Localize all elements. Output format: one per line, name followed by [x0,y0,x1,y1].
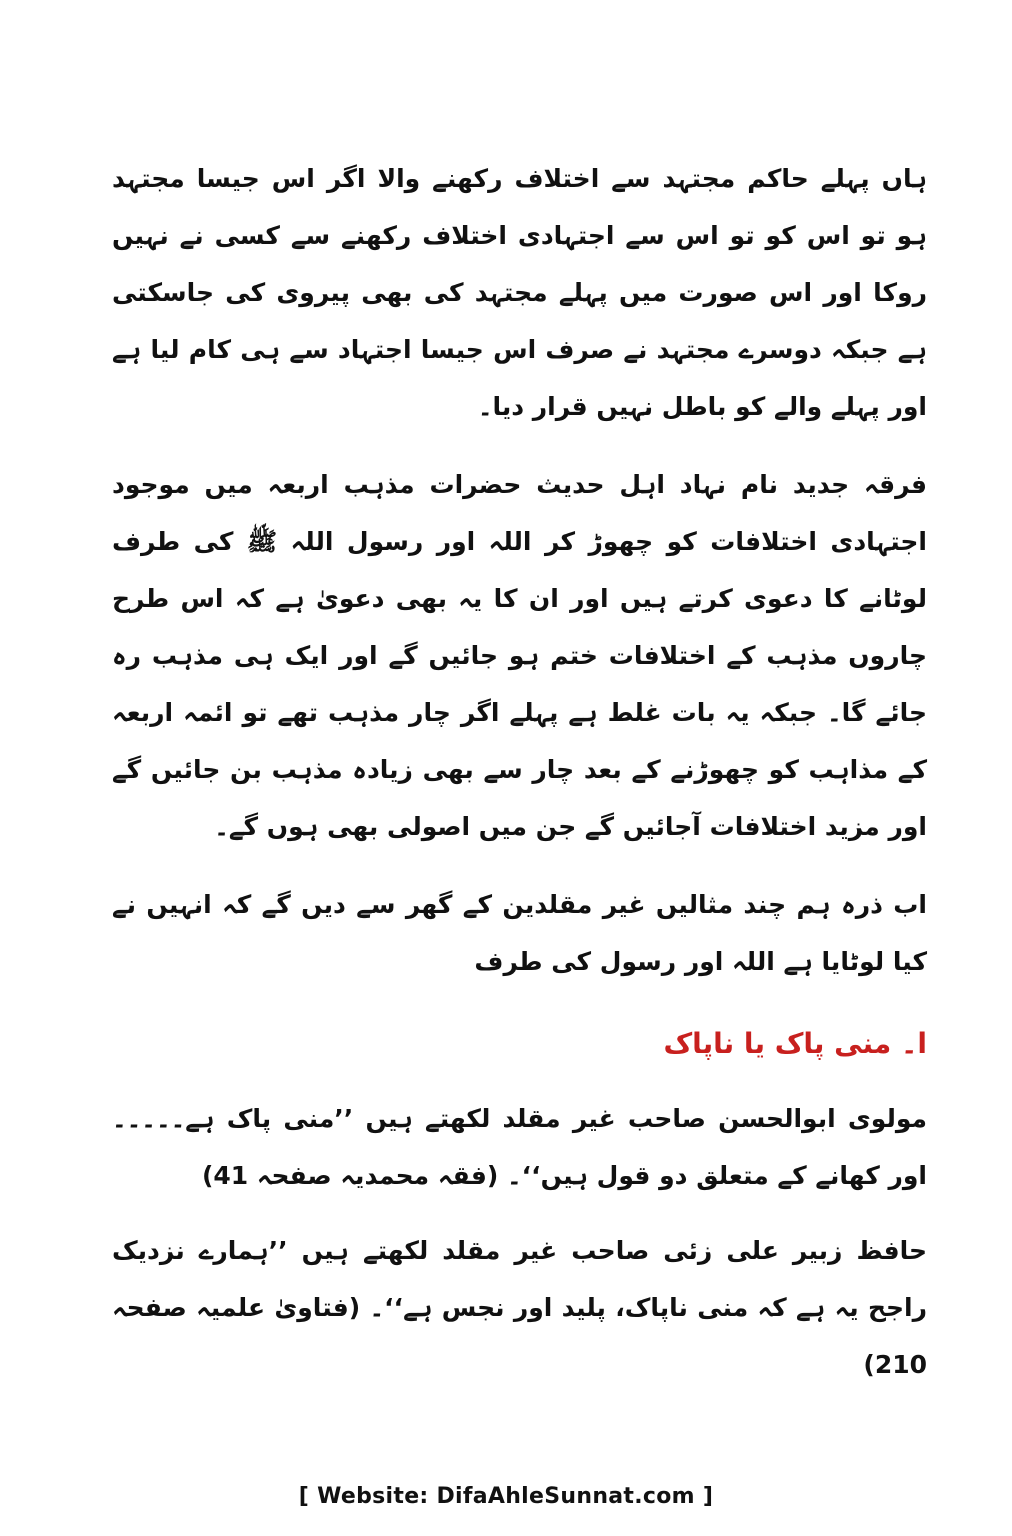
paragraph-examples-intro: اب ذرہ ہم چند مثالیں غیر مقلدین کے گھر سے دیں گے کہ انہیں نے کیا لوٹایا ہے اللہ اور رسول کی طرف [112,890,927,976]
document-body [112,150,927,1393]
section-heading: ا۔ منی پاک یا ناپاک [663,1027,927,1060]
quote-zubair-ali-zai: حافظ زبیر علی زئی صاحب غیر مقلد لکھتے ہیں ’’ہمارے نزدیک راجح یہ ہے کہ منی ناپاک، پلید اور نجس ہے‘‘۔ (فتاویٰ علمیہ صفحہ 210) [112,1236,927,1379]
paragraph-ijtihad: ہاں پہلے حاکم مجتہد سے اختلاف رکھنے والا اگر اس جیسا مجتہد ہو تو اس کو تو اس سے اجتہادی اختلاف رکھنے سے کسی نے نہیں روکا اور اس صورت میں پہلے مجتہد کی بھی پیروی کی جاسکتی ہے جبکہ دوسرے مجتہد نے صرف اس جیسا اجتہاد سے ہی کام لیا ہے اور پہلے والے کو باطل نہیں قرار دیا۔ [112,164,927,421]
paragraph-ahl-hadith-claim: فرقہ جدید نام نہاد اہل حدیث حضرات مذہب اربعہ میں موجود اجتہادی اختلافات کو چھوڑ کر اللہ اور رسول اللہ ﷺ کی طرف لوٹانے کا دعوی کرتے ہیں اور ان کا یہ بھی دعویٰ ہے کہ اس طرح چاروں مذہب کے اختلافات ختم ہو جائیں گے اور ایک ہی مذہب رہ جائے گا۔ جبکہ یہ بات غلط ہے پہلے اگر چار مذہب تھے تو ائمہ اربعہ کے مذاہب کو چھوڑنے کے بعد چار سے بھی زیادہ مذہب بن جائیں گے اور مزید اختلافات آجائیں گے جن میں اصولی بھی ہوں گے۔ [112,470,927,841]
quote-abul-hasan: مولوی ابوالحسن صاحب غیر مقلد لکھتے ہیں ’’منی پاک ہے۔۔۔۔۔اور کھانے کے متعلق دو قول ہیں‘‘۔ (فقہ محمدیہ صفحہ 41) [112,1104,927,1190]
website-footer: [ Website: DifaAhleSunnat.com ] [298,1484,714,1509]
